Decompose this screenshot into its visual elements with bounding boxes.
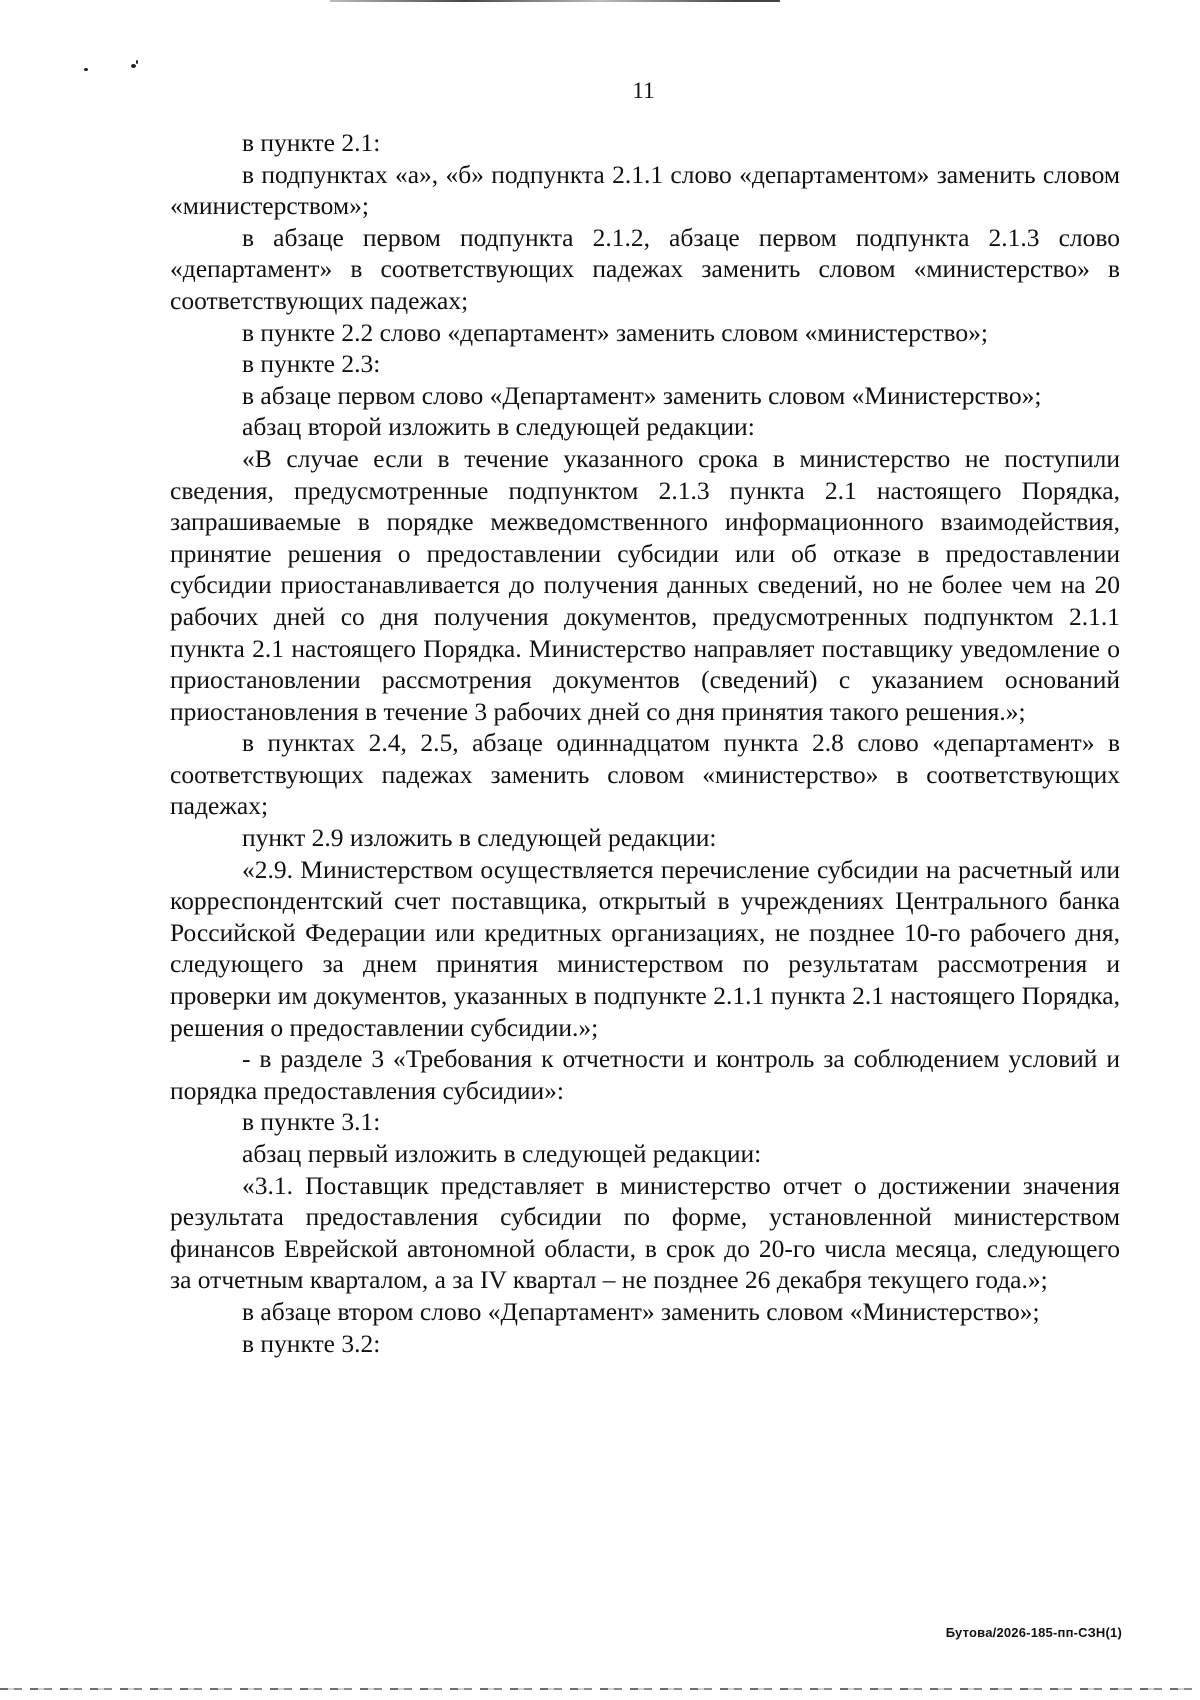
paragraph: абзац первый изложить в следующей редакции: — [242, 1139, 762, 1168]
paragraph: «2.9. Министерством осуществляется перечисление субсидии на расчетный или корреспондентский счет поставщика, открытый в учреждениях Центрального банка Российской Федерации или кредитных организациях, не позднее 10-го рабочего дня, следующего за днем принятия министерством по результатам рассмотрения и проверки им документов, указанных в подпункте 2.1.1 пункта 2.1 настоящего Порядка, решения о предоставлении субсидии.»; — [170, 854, 1120, 1042]
paragraph: - в разделе 3 «Требования к отчетности и контроль за соблюдением условий и порядка предоставления субсидии»: — [170, 1044, 1120, 1105]
paragraph: абзац второй изложить в следующей редакции: — [242, 412, 755, 442]
paragraph: в пункте 2.2 слово «департамент» заменить словом «министерство»; — [242, 317, 988, 347]
paragraph: в абзаце первом слово «Департамент» заменить словом «Министерство»; — [242, 380, 1042, 410]
scan-artifact-bottom — [0, 1688, 1200, 1690]
scan-speck — [84, 68, 88, 71]
paragraph: «В случае если в течение указанного срока в министерство не поступили сведения, предусмотренные подпунктом 2.1.3 пункта 2.1 настоящего Порядка, запрашиваемые в порядке межведомственного информационного взаимодействия, принятие решения о предоставлении субсидии или об отказе в предоставлении субсидии приостанавливается до получения данных сведений, но не более чем на 20 рабочих дней со дня получения документов, предусмотренных подпунктом 2.1.1 пункта 2.1 настоящего Порядка. Министерство направляет поставщику уведомление о приостановлении рассмотрения документов (сведений) с указанием оснований приостановления в течение 3 рабочих дней со дня принятия такого решения.»; — [170, 443, 1120, 726]
paragraph: в пункте 3.1: — [242, 1107, 381, 1137]
paragraph: в пункте 2.3: — [242, 349, 381, 379]
paragraph: «3.1. Поставщик представляет в министерство отчет о достижении значения результата предоставления субсидии по форме, установленной министерством финансов Еврейской автономной области, в срок до 20-го числа месяца, следующего за отчетным кварталом, а за IV квартал – не позднее 26 декабря текущего года.»; — [170, 1170, 1120, 1295]
paragraph: в пунктах 2.4, 2.5, абзаце одиннадцатом пункта 2.8 слово «департамент» в соответствующих падежах заменить словом «министерство» в соответствующих падежах; — [170, 728, 1120, 821]
page-number: 11 — [632, 78, 655, 103]
scan-speck — [131, 64, 136, 68]
paragraph: в абзаце первом подпункта 2.1.2, абзаце первом подпункта 2.1.3 слово «департамент» в соответствующих падежах заменить словом «министерство» в соответствующих падежах; — [170, 222, 1120, 315]
document-body — [170, 127, 1120, 1359]
paragraph: в подпунктах «а», «б» подпункта 2.1.1 слово «департаментом» заменить словом «министерством»; — [170, 159, 1120, 221]
scan-artifact-top — [330, 0, 780, 2]
paragraph: в пункте 2.1: — [242, 128, 381, 157]
paragraph: в пункте 3.2: — [242, 1328, 381, 1358]
paragraph: в абзаце втором слово «Департамент» заменить словом «Министерство»; — [242, 1296, 1040, 1326]
scan-speck — [136, 60, 138, 64]
paragraph: пункт 2.9 изложить в следующей редакции: — [242, 823, 717, 853]
document-footer-code: Бутова/2026-185-пп-СЗН(1) — [945, 1625, 1122, 1640]
